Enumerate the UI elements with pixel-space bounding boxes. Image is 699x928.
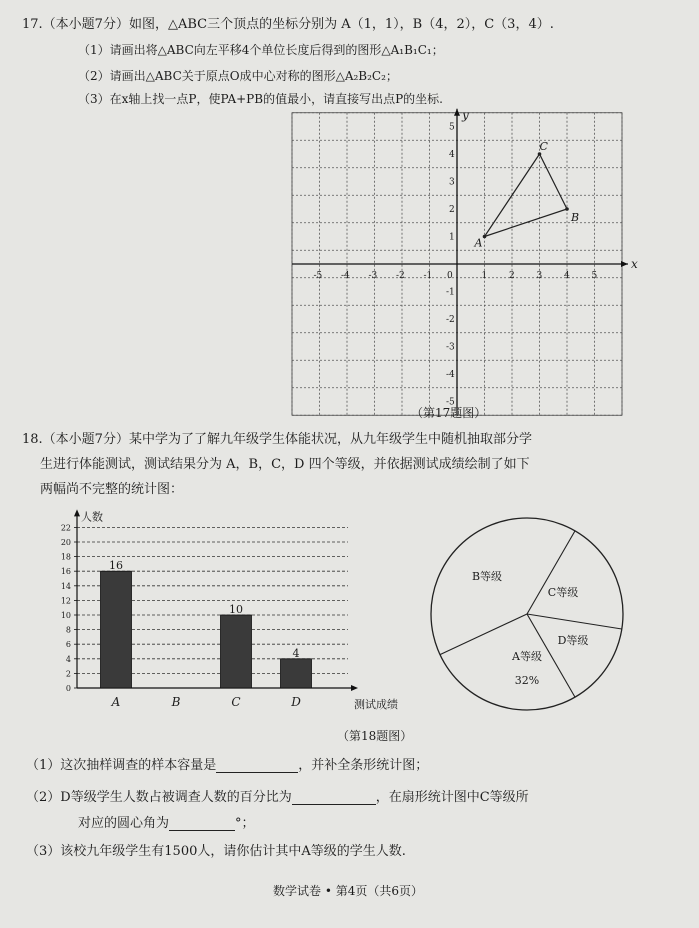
q18-sub2-angle-text: 对应的圆心角为 bbox=[78, 816, 170, 831]
q17-sub1: （1）请画出将△ABC向左平移4个单位长度后得到的图形△A₁B₁C₁； bbox=[78, 43, 444, 57]
q18-sub2-text-end: ，在扇形统计图中C等级所 bbox=[375, 790, 529, 805]
y-tick-label: 22 bbox=[60, 523, 71, 533]
q17-sub3: （3）在x轴上找一点P，使PA+PB的值最小，请直接写出点P的坐标. bbox=[78, 92, 443, 106]
x-tick-label: 1 bbox=[481, 271, 488, 281]
point-label-a: A bbox=[474, 236, 483, 250]
category-label-a: A bbox=[111, 695, 121, 709]
y-tick-label: -5 bbox=[446, 397, 455, 408]
y-tick-label: 3 bbox=[449, 177, 455, 188]
bar-data-label-d: 4 bbox=[292, 646, 300, 660]
y-axis-arrow bbox=[454, 109, 460, 116]
q18-sub2-degree: °； bbox=[235, 816, 255, 831]
coordinate-grid-figure bbox=[305, 107, 638, 408]
q17-sub2: （2）请画出△ABC关于原点O成中心对称的图形△A₂B₂C₂； bbox=[78, 69, 398, 83]
y-tick-label: 8 bbox=[65, 625, 71, 635]
q18-sub2-text: （2）D等级学生人数占被调查人数的百分比为 bbox=[26, 790, 292, 805]
answer-blank-c-angle[interactable] bbox=[169, 816, 235, 831]
bar-data-label-a: 16 bbox=[109, 559, 123, 573]
point-b bbox=[565, 207, 569, 211]
q18-stem-line2: 生进行体能测试，测试结果分为 A，B，C，D 四个等级，并依据测试成绩绘制了如下 bbox=[40, 457, 530, 472]
x-tick-label: -4 bbox=[341, 271, 350, 281]
y-tick-label: 0 bbox=[65, 684, 71, 693]
x-tick-label: 2 bbox=[509, 271, 515, 281]
x-tick-label: -5 bbox=[313, 271, 323, 281]
y-tick-label: 4 bbox=[65, 654, 71, 664]
y-tick-label: -3 bbox=[446, 342, 455, 353]
y-tick-label: 2 bbox=[449, 205, 455, 215]
pie-slice-label-0: B等级 bbox=[471, 570, 503, 583]
pie-slice-divider bbox=[440, 614, 527, 655]
y-tick-label: 16 bbox=[60, 567, 71, 577]
category-label-d: D bbox=[291, 695, 301, 709]
q18-figure-caption: （第18题图） bbox=[337, 729, 413, 743]
bar-x-axis-arrow bbox=[351, 685, 358, 691]
y-axis-label: y bbox=[462, 107, 469, 122]
pie-slice-label-2: D等级 bbox=[557, 634, 589, 647]
bar-a bbox=[101, 571, 132, 688]
x-tick-label: -3 bbox=[368, 271, 378, 281]
bar-c bbox=[221, 615, 252, 688]
x-tick-label: 3 bbox=[536, 271, 543, 281]
point-label-b: B bbox=[571, 211, 580, 224]
q18-sub2 bbox=[26, 786, 529, 805]
x-axis-arrow bbox=[621, 261, 628, 267]
q18-stem-line1: 18.（本小题7分）某中学为了了解九年级学生体能状况，从九年级学生中随机抽取部分学 bbox=[22, 432, 532, 447]
bar-data-label-c: 10 bbox=[229, 603, 243, 616]
answer-blank-d-percent[interactable] bbox=[292, 790, 376, 805]
x-tick-label: 0 bbox=[447, 271, 453, 281]
x-tick-label: 5 bbox=[591, 271, 598, 281]
bar-x-axis-label: 测试成绩 bbox=[354, 698, 398, 711]
x-axis-label: x bbox=[631, 257, 638, 271]
y-tick-label: 20 bbox=[60, 538, 71, 547]
x-tick-label: -1 bbox=[423, 271, 433, 281]
y-tick-label: -2 bbox=[446, 315, 455, 325]
q18-sub1-text: （1）这次抽样调查的样本容量是 bbox=[26, 758, 217, 773]
pie-slice-divider bbox=[527, 531, 575, 614]
q18-stem-line3: 两幅尚不完整的统计图： bbox=[40, 482, 184, 497]
q17-stem: 17.（本小题7分）如图，△ABC三个顶点的坐标分别为 A（1，1），B（4，2），C（3，4）. bbox=[22, 17, 554, 32]
pie-slice-value-a: 32% bbox=[514, 674, 540, 687]
y-tick-label: 2 bbox=[65, 669, 71, 679]
q18-sub1-text-end: ，并补全条形统计图； bbox=[298, 758, 429, 773]
y-tick-label: 5 bbox=[449, 122, 455, 133]
x-tick-label: -2 bbox=[396, 271, 405, 281]
y-tick-label: 1 bbox=[449, 232, 455, 243]
q18-sub3: （3）该校九年级学生有1500人，请你估计其中A等级的学生人数. bbox=[26, 844, 406, 859]
y-tick-label: 12 bbox=[60, 596, 71, 606]
y-tick-label: -1 bbox=[446, 287, 455, 298]
category-label-c: C bbox=[231, 695, 241, 709]
q18-sub2-line2 bbox=[78, 812, 255, 831]
pie-slice-label-1: C等级 bbox=[547, 586, 579, 599]
y-tick-label: 10 bbox=[60, 611, 71, 620]
category-label-b: B bbox=[171, 695, 181, 709]
pie-slice-divider bbox=[527, 614, 622, 629]
y-tick-label: 6 bbox=[65, 640, 71, 650]
pie-chart bbox=[425, 512, 630, 717]
bar-y-axis-label: 人数 bbox=[81, 510, 103, 524]
bar-chart bbox=[30, 500, 410, 720]
point-a bbox=[483, 235, 487, 239]
y-tick-label: 4 bbox=[449, 150, 455, 160]
pie-slice-label-3: A等级 bbox=[512, 650, 542, 663]
q17-figure-caption: （第17题图） bbox=[411, 406, 487, 420]
bar-d bbox=[281, 659, 312, 688]
bar-y-axis-arrow bbox=[74, 509, 80, 516]
page-footer: 数学试卷 • 第4页（共6页） bbox=[273, 884, 423, 898]
y-tick-label: 14 bbox=[60, 581, 71, 591]
point-label-c: C bbox=[539, 140, 548, 153]
q18-sub1 bbox=[26, 754, 428, 773]
x-tick-label: 4 bbox=[564, 271, 570, 281]
answer-blank-sample-size[interactable] bbox=[216, 758, 298, 773]
y-tick-label: -4 bbox=[446, 370, 455, 380]
y-tick-label: 18 bbox=[60, 552, 71, 562]
